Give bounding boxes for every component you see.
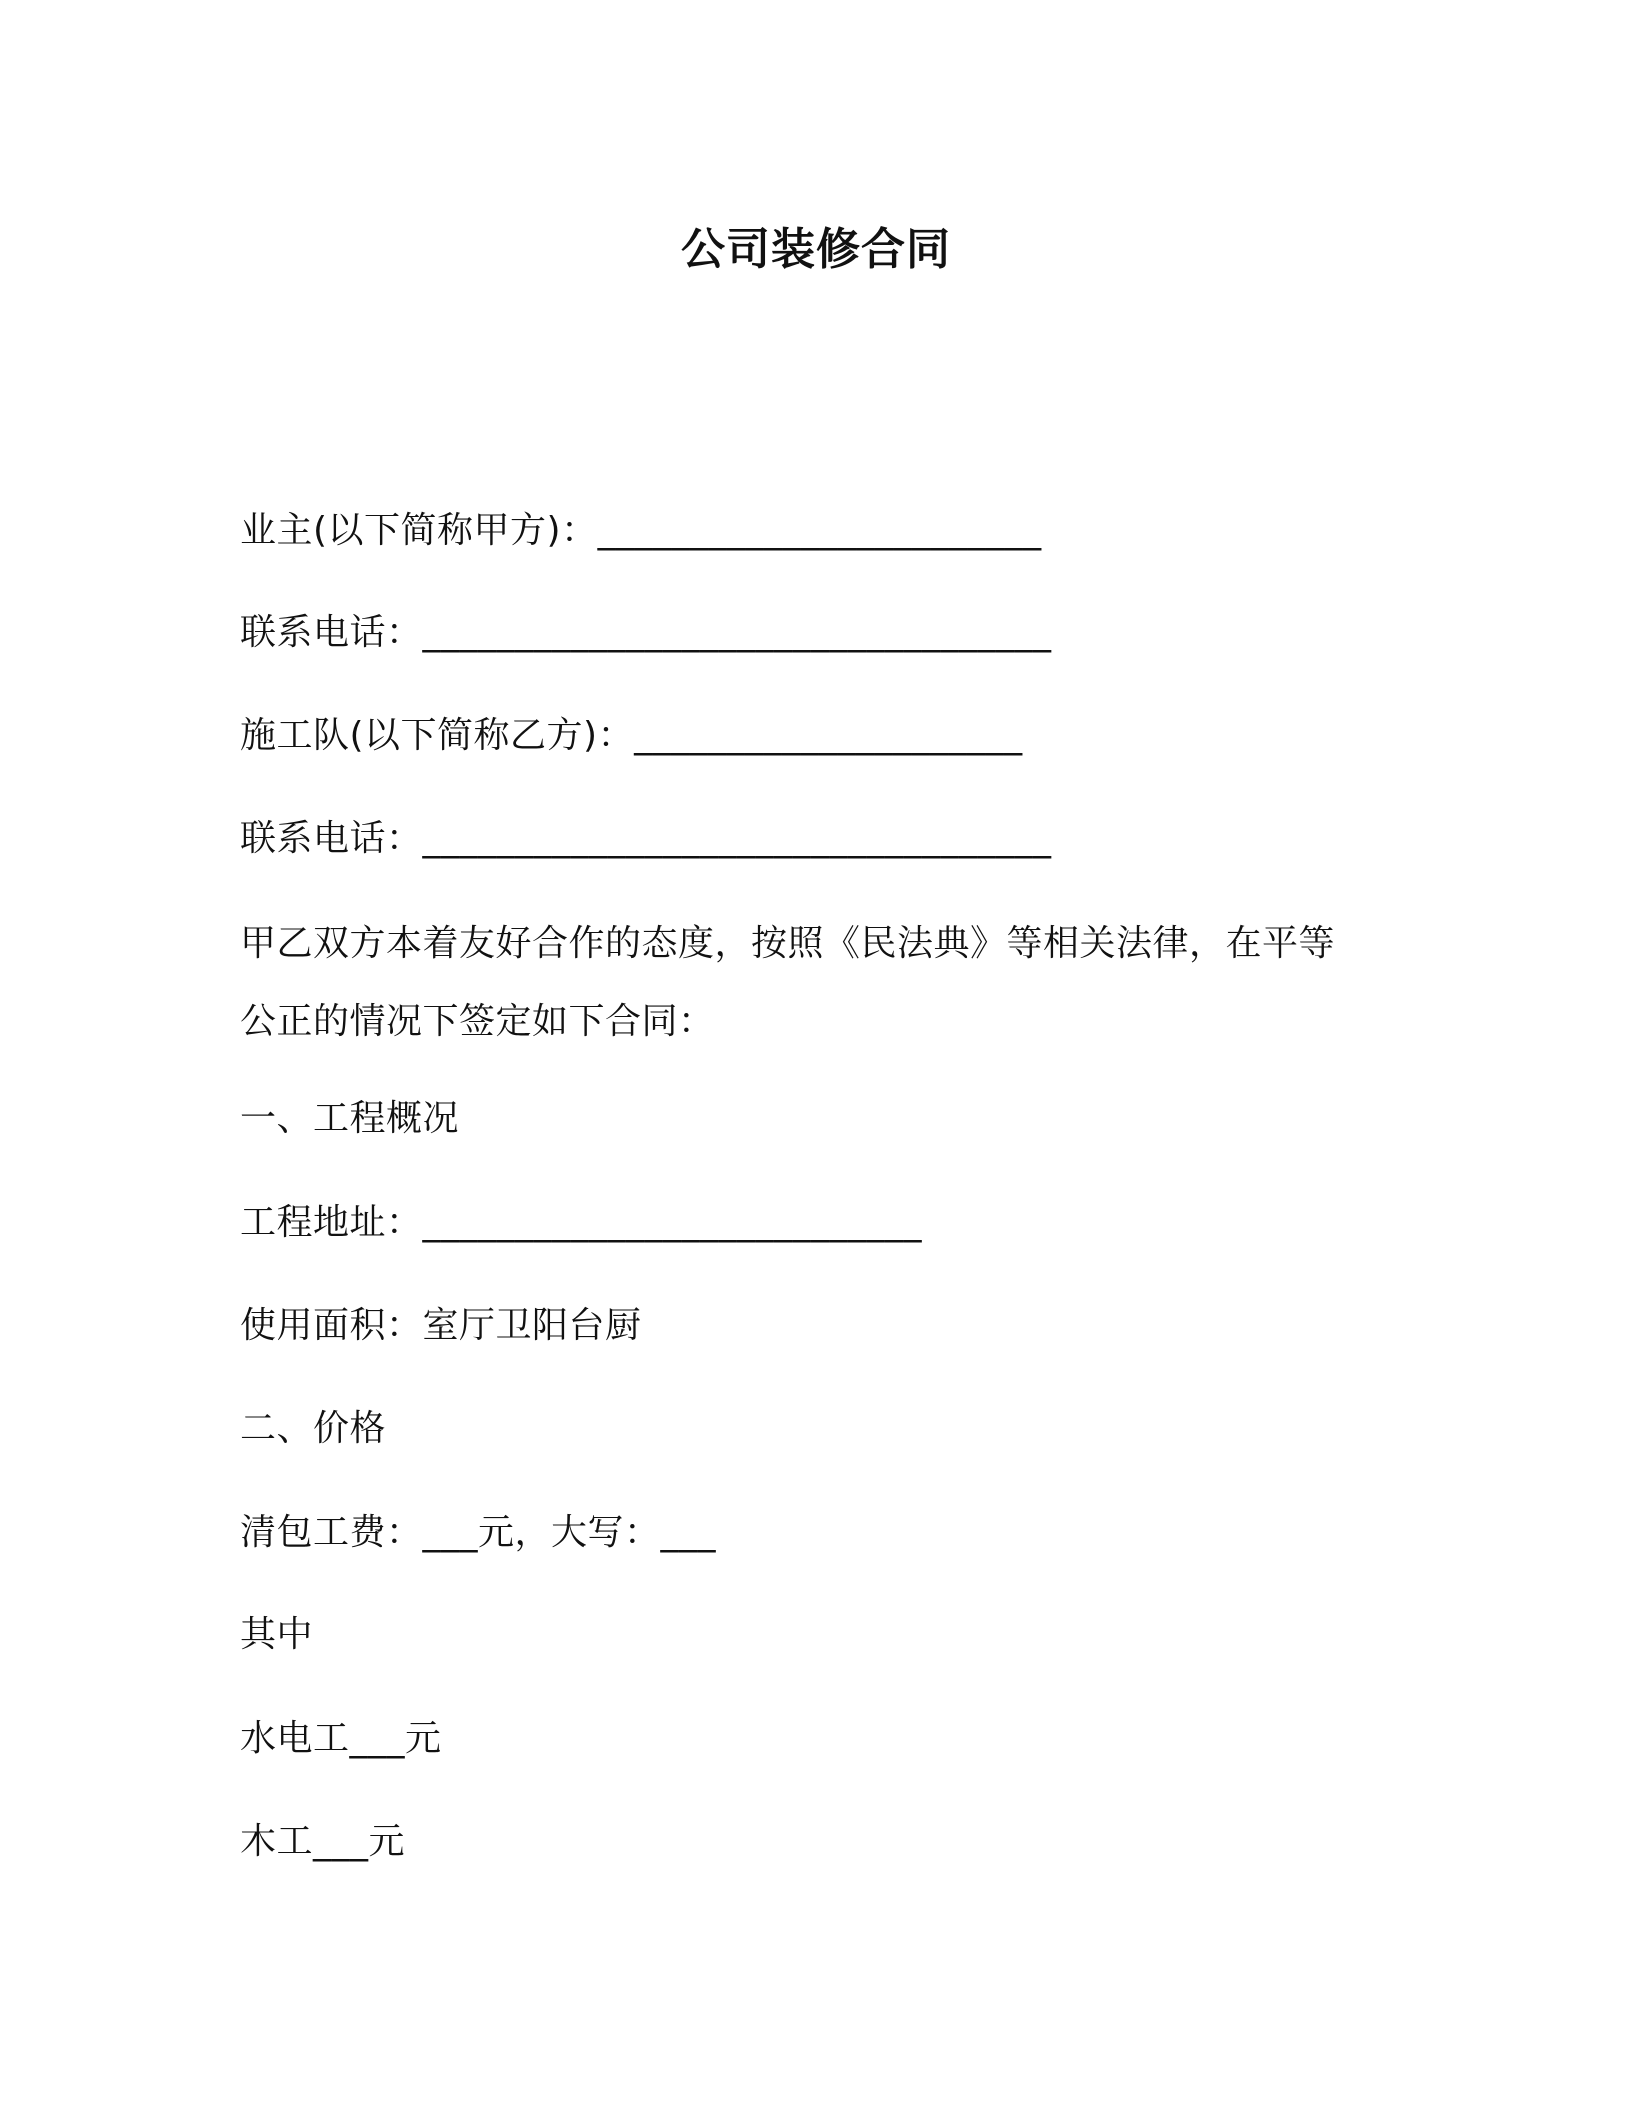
- intro-line-1: 甲乙双方本着友好合作的态度，按照《民法典》等相关法律，在平等: [240, 923, 1336, 964]
- section-heading-project-overview: 一、工程概况: [240, 1098, 460, 1139]
- area-line: 使用面积：室厅卫阳台厨: [240, 1305, 642, 1346]
- plumber-electrician-line: 水电工___元: [240, 1718, 442, 1759]
- intro-line-2: 公正的情况下签定如下合同：: [240, 1001, 715, 1042]
- owner-phone-line: 联系电话：__________________________________: [240, 612, 1052, 653]
- intro-paragraph: [240, 905, 1370, 1061]
- labor-fee-line: 清包工费：___元，大写：___: [240, 1512, 717, 1553]
- contractor-phone-line: 联系电话：__________________________________: [240, 818, 1052, 859]
- section-heading-price: 二、价格: [240, 1408, 387, 1449]
- owner-line: 业主(以下简称甲方)：________________________: [240, 510, 1042, 551]
- address-line: 工程地址：___________________________: [240, 1202, 923, 1243]
- contractor-line: 施工队(以下简称乙方)：_____________________: [240, 715, 1023, 756]
- carpenter-line: 木工___元: [240, 1821, 406, 1862]
- document-title: 公司装修合同: [681, 224, 951, 275]
- of-which-line: 其中: [240, 1614, 314, 1655]
